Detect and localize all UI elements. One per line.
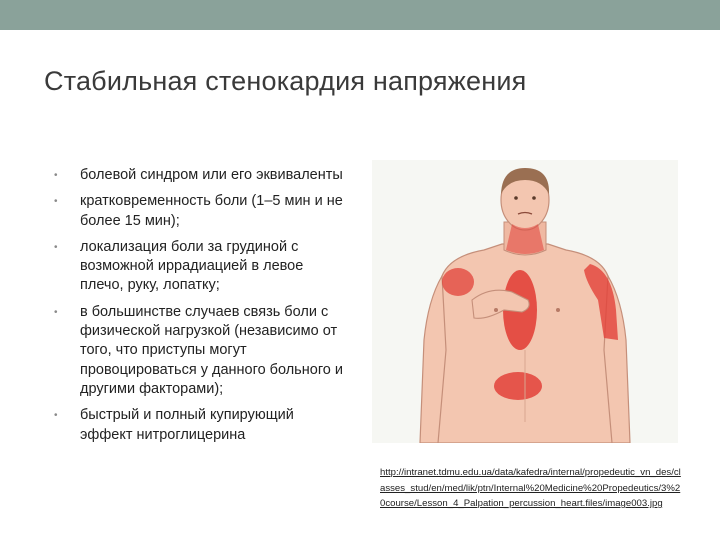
- angina-pain-illustration: [372, 160, 678, 443]
- bullet-text: быстрый и полный купирующий эффект нитроглицерина: [80, 407, 294, 443]
- epigastric-pain-zone: [494, 372, 542, 400]
- bullet-text: болевой синдром или его эквиваленты: [80, 167, 343, 183]
- nipple-icon: [556, 308, 560, 312]
- man-figure-svg: [372, 160, 678, 443]
- bullet-text: кратковременность боли (1–5 мин и не более 15 мин);: [80, 193, 343, 229]
- bullet-dot-icon: •: [54, 170, 58, 181]
- bullet-dot-icon: •: [54, 241, 58, 253]
- bullet-item: [50, 303, 350, 399]
- source-link[interactable]: http://intranet.tdmu.edu.ua/data/kafedra/internal/propedeutic_vn_des/classes_stud/en/med/lik/ptn/Internal%20Medicine%20Propedeutics/3%20course/Lesson_4_Palpation_percussion_heart.files/image003.jpg: [380, 467, 681, 509]
- nipple-icon: [494, 308, 498, 312]
- bullet-text: локализация боли за грудиной с возможной иррадиацией в левое плечо, руку, лопатку;: [80, 238, 304, 294]
- header-band: [0, 0, 720, 30]
- eye-icon: [514, 196, 518, 200]
- slide-title: Стабильная стенокардия напряжения: [44, 66, 527, 96]
- shoulder-right-pain-zone: [442, 268, 474, 296]
- bullet-item: [50, 238, 350, 296]
- bullet-item: [50, 406, 350, 445]
- bullet-item: [50, 166, 350, 185]
- eye-icon: [532, 196, 536, 200]
- bullet-text: в большинстве случаев связь боли с физической нагрузкой (независимо от того, что приступы могут провоцироваться у данного больного и другими факторами);: [80, 303, 343, 397]
- bullet-dot-icon: •: [54, 306, 58, 318]
- bullet-dot-icon: •: [54, 196, 58, 208]
- bullet-item: [50, 192, 350, 231]
- jaw-pain-zone: [506, 224, 544, 254]
- bullet-list: [50, 166, 350, 452]
- bullet-dot-icon: •: [54, 410, 58, 422]
